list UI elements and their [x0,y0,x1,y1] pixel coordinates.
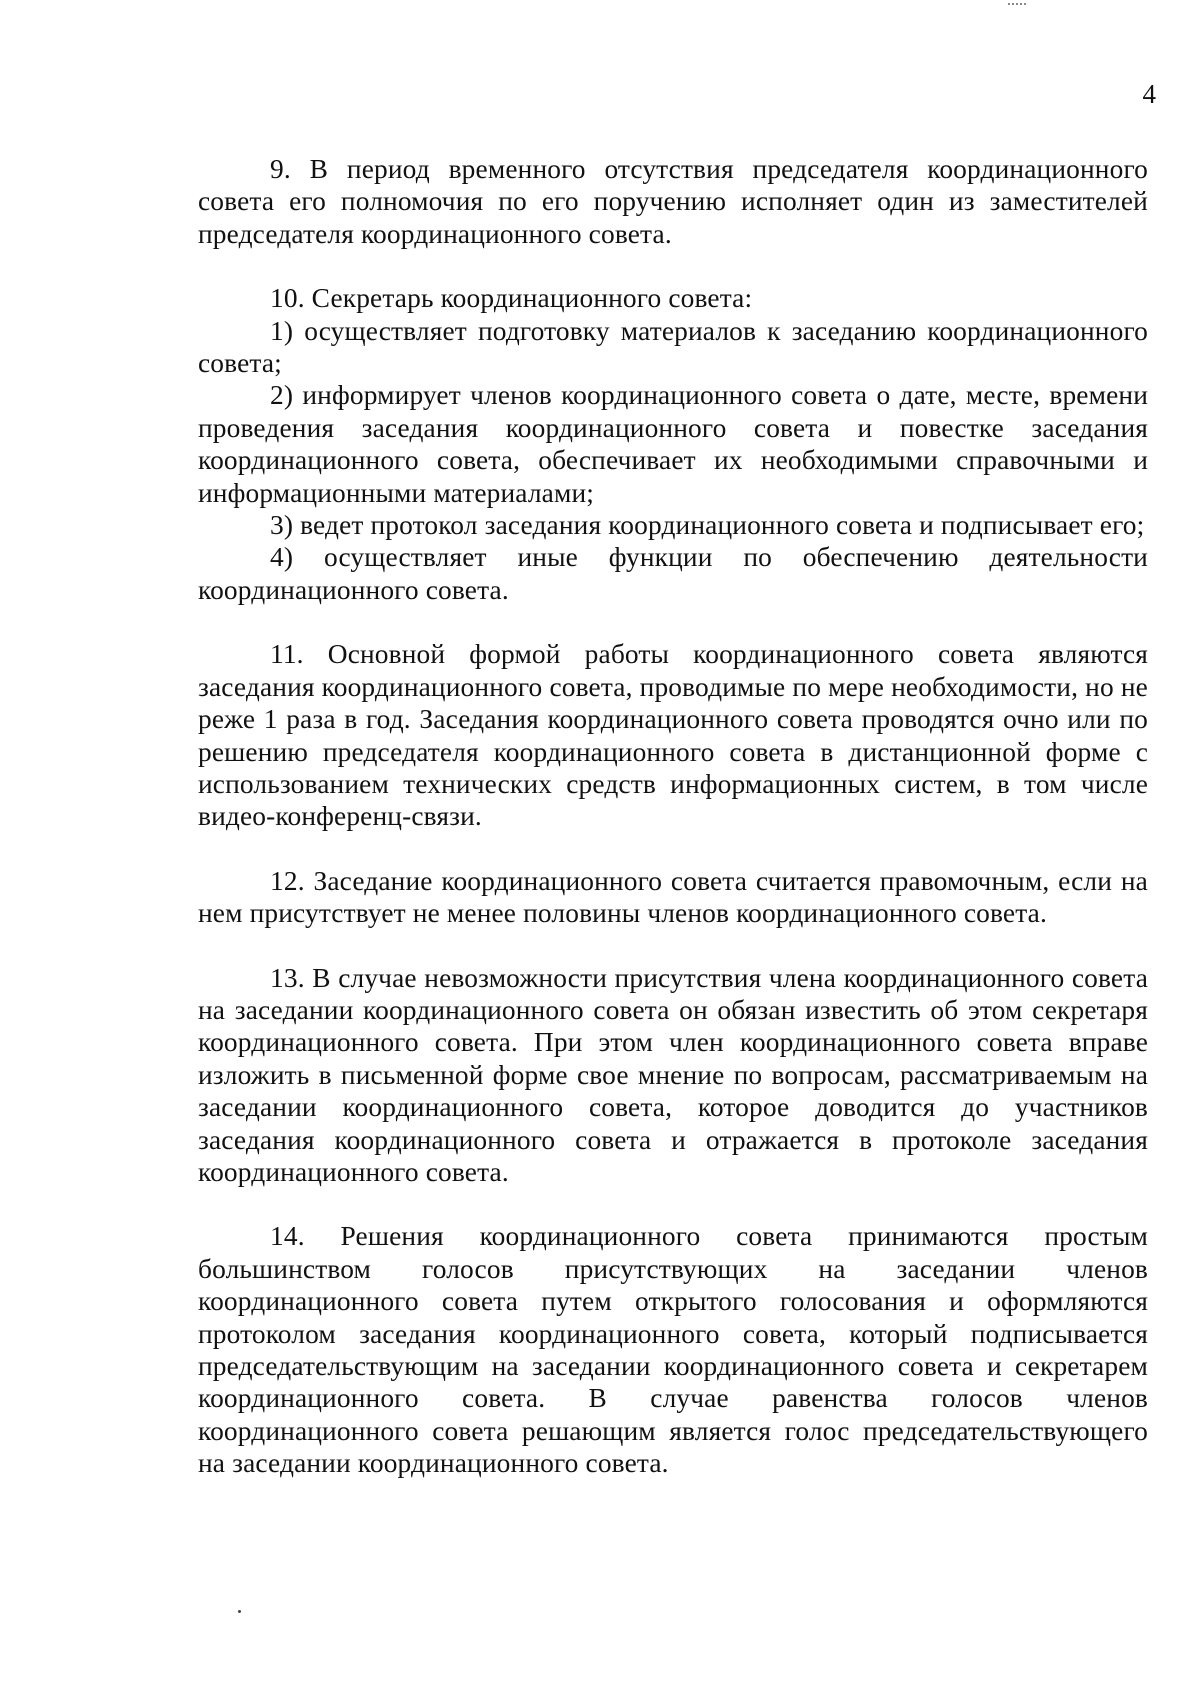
paragraph-13: 13. В случае невозможности присутствия члена координационного совета на заседании координационного совета он обязан известить об этом секретаря координационного совета. При этом член координационного совета вправе изложить в письменной форме свое мнение по вопросам, рассматриваемым на заседании координационного совета, которое доводится до участников заседания координационного совета и отражается в протоколе заседания координационного совета. [198,962,1148,1187]
paragraph-10-item-1: 1) осуществляет подготовку материалов к заседанию координационного совета; [198,315,1148,379]
paragraph-12: 12. Заседание координационного совета считается правомочным, если на нем присутствует не менее половины членов координационного совета. [198,865,1148,929]
page-number: 4 [1142,79,1156,109]
paragraph-11: 11. Основной формой работы координационного совета являются заседания координационного совета, проводимые по мере необходимости, но не реже 1 раза в год. Заседания координационного совета проводятся очно или по решению председателя координационного совета в дистанционной форме с использованием технических средств информационных систем, в том числе видео-конференц-связи. [198,639,1148,832]
paragraph-9: 9. В период временного отсутствия председателя координационного совета его полномочия по его поручению исполняет один из заместителей председателя координационного совета. [198,154,1148,249]
paragraph-10-item-3: 3) ведет протокол заседания координационного совета и подписывает его; [270,510,1145,541]
paragraph-spacer [198,606,1148,638]
paragraph-10-item-2: 2) информирует членов координационного совета о дате, месте, времени проведения заседания координационного совета и повестке заседания координационного совета, обеспечивает их необходимыми справочными и информационными материалами; [198,380,1148,508]
paragraph-spacer [198,250,1148,282]
scan-artifact-mark [1008,3,1026,7]
paragraph-spacer [198,930,1148,962]
paragraph-spacer [198,833,1148,865]
scan-speck [238,1610,241,1613]
paragraph-14: 14. Решения координационного совета принимаются простым большинством голосов присутствующих на заседании членов координационного совета путем открытого голосования и оформляются протоколом заседания координационного совета, который подписывается председательствующим на заседании координационного совета и секретарем координационного совета. В случае равенства голосов членов координационного совета решающим является голос председательствующего на заседании координационного совета. [198,1221,1148,1479]
paragraph-10-intro: 10. Секретарь координационного совета: [270,283,753,314]
paragraph-spacer [198,1188,1148,1220]
paragraph-10-item-4: 4) осуществляет иные функции по обеспечению деятельности координационного совета. [198,542,1148,605]
document-body [198,153,1148,1480]
